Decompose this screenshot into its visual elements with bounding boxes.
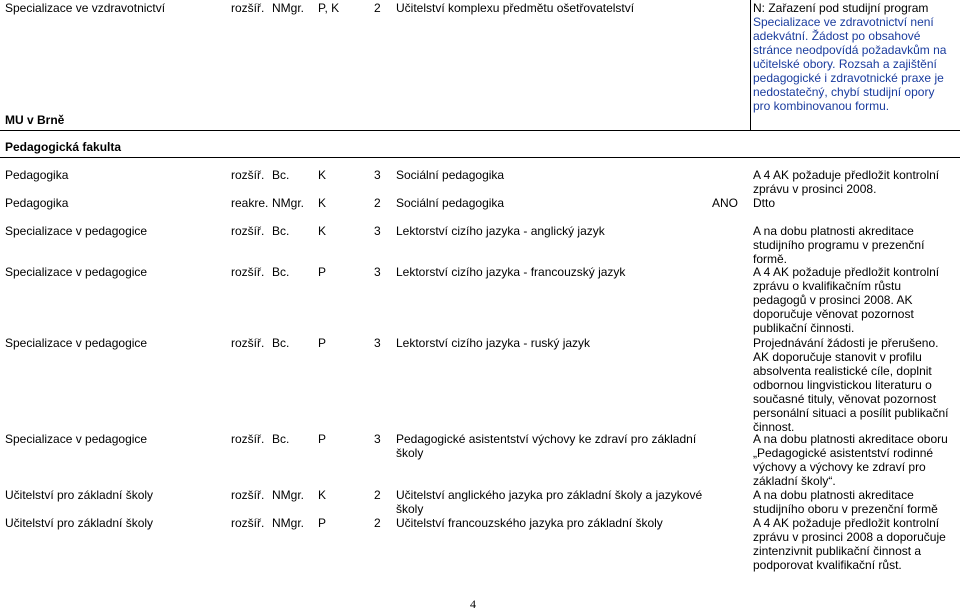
note-cell: A 4 AK požaduje předložit kontrolní zprávu v prosinci 2008.: [753, 168, 940, 196]
type-cell: rozšíř.: [231, 1, 265, 15]
type-cell: rozšíř.: [231, 265, 265, 279]
program-cell: Sociální pedagogika: [396, 196, 505, 210]
type-cell: reakre.: [231, 196, 269, 210]
type-cell: rozšíř.: [231, 432, 265, 446]
field-cell: Specializace v pedagogice: [5, 265, 148, 279]
type-cell: rozšíř.: [231, 168, 265, 182]
type-cell: rozšíř.: [231, 224, 265, 238]
program-cell: Lektorství cizího jazyka - anglický jazyk: [396, 224, 605, 238]
field-cell: Učitelství pro základní školy: [5, 516, 154, 530]
years-cell: 2: [374, 516, 381, 530]
institution-label: MU v Brně: [5, 113, 65, 127]
field-cell: Specializace v pedagogice: [5, 432, 148, 446]
note-cell: Projednávání žádosti je přerušeno. AK doporučuje stanovit v profilu absolventa realistické cíle, doplnit odbornou lingvistickou literaturu o současné tituly, věnovat pozornost personální situaci a posílit publikační činnost.: [753, 336, 949, 434]
program-cell: Sociální pedagogika: [396, 168, 505, 182]
field-cell: Specializace v pedagogice: [5, 336, 148, 350]
degree-cell: Bc.: [272, 168, 290, 182]
note-cell: A 4 AK požaduje předložit kontrolní zprávu v prosinci 2008 a doporučuje zintenzivnit publikační činnost a podporovat kvalifikační růst.: [753, 516, 946, 572]
form-cell: P, K: [318, 1, 340, 15]
note-cell: A 4 AK požaduje předložit kontrolní zprávu o kvalifikačním růstu pedagogů v prosinci 2008. AK doporučuje věnovat pozornost publikační činnosti.: [753, 265, 940, 335]
program-cell: Lektorství cizího jazyka - francouzský jazyk: [396, 265, 626, 279]
degree-cell: Bc.: [272, 265, 290, 279]
degree-cell: NMgr.: [272, 516, 305, 530]
field-cell: Specializace v pedagogice: [5, 224, 148, 238]
years-cell: 3: [374, 432, 381, 446]
years-cell: 3: [374, 168, 381, 182]
faculty-heading: Pedagogická fakulta: [5, 140, 122, 154]
note-cell: A na dobu platnosti akreditace studijního oboru v prezenční formě: [753, 488, 938, 516]
program-cell: Učitelství francouzského jazyka pro základní školy: [396, 516, 663, 530]
years-cell: 2: [374, 196, 381, 210]
degree-cell: NMgr.: [272, 1, 305, 15]
form-cell: P: [318, 336, 327, 350]
note-black-text: N: Zařazení pod studijní program: [753, 1, 929, 15]
form-cell: K: [318, 196, 327, 210]
years-cell: 3: [374, 265, 381, 279]
type-cell: rozšíř.: [231, 336, 265, 350]
divider: [0, 157, 960, 158]
flag-cell: ANO: [712, 196, 739, 210]
field-cell: Učitelství pro základní školy: [5, 488, 154, 502]
note-blue-text: Specializace ve zdravotnictví není adekvátní. Žádost po obsahové stránce neodpovídá požadavkům na učitelské obory. Rozsah a zajištění pedagogické i zdravotnické praxe je nedostatečný, chybí studijní opory pro kombinovanou formu.: [753, 15, 947, 113]
column-divider: [750, 0, 751, 130]
form-cell: K: [318, 224, 327, 238]
years-cell: 2: [374, 488, 381, 502]
note-cell: [753, 1, 955, 113]
years-cell: 3: [374, 336, 381, 350]
field-cell: Specializace ve vzdravotnictví: [5, 1, 166, 15]
type-cell: rozšíř.: [231, 488, 265, 502]
degree-cell: NMgr.: [272, 196, 305, 210]
note-cell: A na dobu platnosti akreditace studijního programu v prezenční formě.: [753, 224, 925, 266]
program-cell: Pedagogické asistentství výchovy ke zdraví pro základní školy: [396, 432, 697, 460]
form-cell: P: [318, 432, 327, 446]
note-cell: Dtto: [753, 196, 776, 210]
form-cell: K: [318, 488, 327, 502]
field-cell: Pedagogika: [5, 196, 69, 210]
type-cell: rozšíř.: [231, 516, 265, 530]
form-cell: P: [318, 265, 327, 279]
program-cell: Učitelství komplexu předmětu ošetřovatelství: [396, 1, 635, 15]
form-cell: K: [318, 168, 327, 182]
divider: [0, 130, 960, 131]
field-cell: Pedagogika: [5, 168, 69, 182]
form-cell: P: [318, 516, 327, 530]
years-cell: 3: [374, 224, 381, 238]
years-cell: 2: [374, 1, 381, 15]
degree-cell: Bc.: [272, 432, 290, 446]
program-cell: Lektorství cizího jazyka - ruský jazyk: [396, 336, 591, 350]
note-cell: A na dobu platnosti akreditace oboru „Pedagogické asistentství rodinné výchovy a výchovy ke zdraví pro základní školy“.: [753, 432, 948, 488]
program-cell: Učitelství anglického jazyka pro základní školy a jazykové školy: [396, 488, 703, 516]
degree-cell: Bc.: [272, 336, 290, 350]
degree-cell: Bc.: [272, 224, 290, 238]
degree-cell: NMgr.: [272, 488, 305, 502]
page-number: 4: [470, 597, 476, 611]
